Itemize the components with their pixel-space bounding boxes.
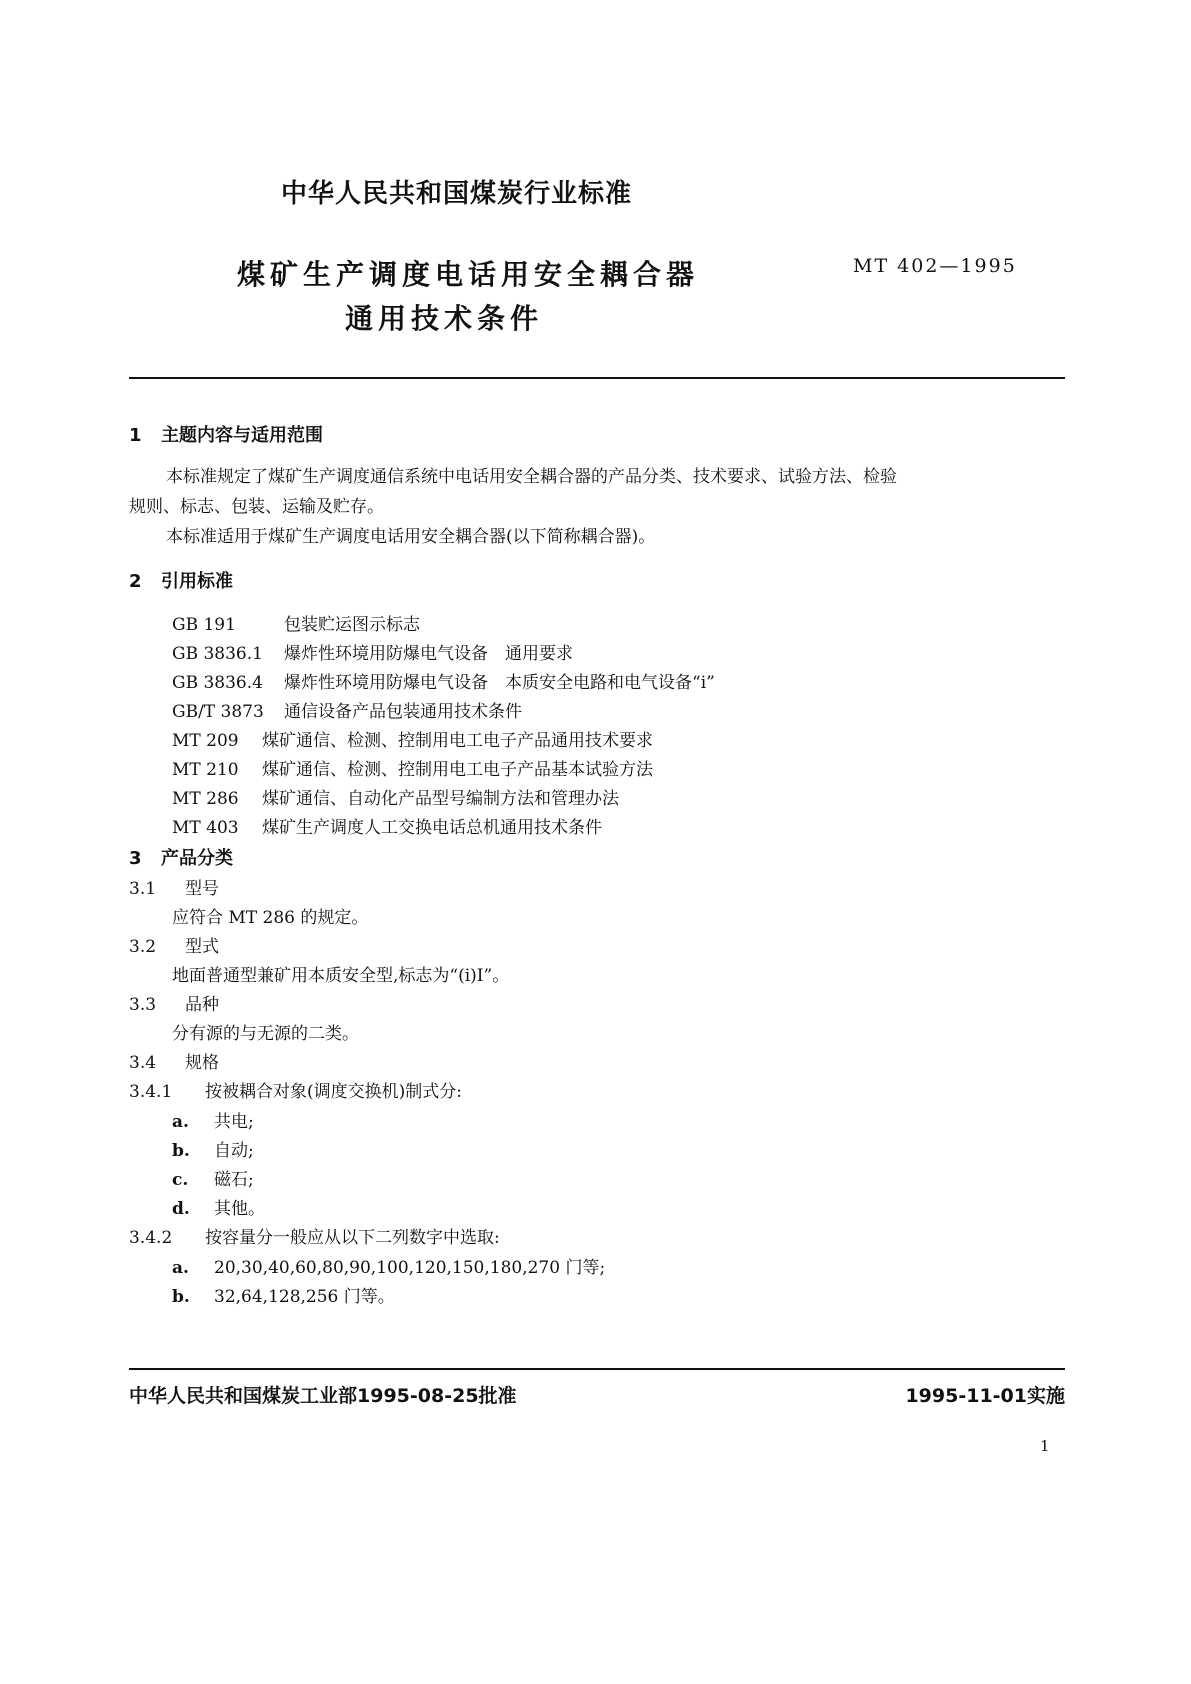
subsection-number: 3.2	[129, 937, 157, 957]
subsection-title: 按容量分一般应从以下二列数字中选取:	[205, 1228, 500, 1248]
list-text: 32,64,128,256 门等。	[214, 1287, 395, 1307]
section-3-heading	[129, 844, 233, 870]
reference-item	[172, 784, 619, 809]
list-marker: a.	[172, 1258, 189, 1278]
reference-item	[172, 813, 602, 838]
reference-code: GB 191	[172, 615, 236, 635]
subsection-title: 型式	[185, 937, 219, 957]
reference-title: 爆炸性环境用防爆电气设备 通用要求	[284, 644, 573, 664]
document-number: MT 402—1995	[853, 255, 1017, 277]
subsection-number: 3.4.1	[129, 1082, 173, 1102]
reference-item	[172, 755, 653, 780]
subsection-title: 型号	[185, 879, 219, 899]
list-marker: a.	[172, 1112, 189, 1132]
reference-item	[172, 610, 420, 635]
section-title: 产品分类	[161, 848, 233, 869]
reference-item	[172, 639, 573, 664]
reference-item	[172, 726, 653, 751]
list-text: 其他。	[214, 1199, 265, 1219]
reference-code: MT 209	[172, 731, 239, 751]
subsection-number: 3.1	[129, 879, 157, 899]
list-marker: b.	[172, 1141, 190, 1161]
reference-title: 煤矿通信、检测、控制用电工电子产品基本试验方法	[262, 760, 653, 780]
list-text: 自动;	[214, 1141, 254, 1161]
section-number: 3	[129, 848, 142, 869]
section-number: 1	[129, 425, 142, 446]
section-1-paragraph-2: 本标准适用于煤矿生产调度电话用安全耦合器(以下简称耦合器)。	[166, 527, 656, 547]
section-title: 主题内容与适用范围	[161, 425, 323, 446]
document-title-line-2: 通用技术条件	[345, 302, 544, 335]
section-title: 引用标准	[161, 571, 233, 592]
subsection-3-4-heading	[129, 1048, 219, 1073]
reference-code: GB 3836.4	[172, 673, 263, 693]
subsection-3-4-1-heading	[129, 1077, 462, 1102]
subsection-number: 3.3	[129, 995, 157, 1015]
reference-code: GB/T 3873	[172, 702, 264, 722]
document-title-line-1: 煤矿生产调度电话用安全耦合器	[237, 258, 700, 291]
effective-date-line: 1995-11-01实施	[905, 1385, 1065, 1407]
subsection-title: 规格	[185, 1053, 219, 1073]
reference-code: MT 210	[172, 760, 239, 780]
section-1-paragraph-1-line-1: 本标准规定了煤矿生产调度通信系统中电话用安全耦合器的产品分类、技术要求、试验方法、检验	[166, 467, 897, 487]
issuing-body-heading: 中华人民共和国煤炭行业标准	[281, 179, 633, 209]
reference-code: GB 3836.1	[172, 644, 263, 664]
list-item	[172, 1107, 254, 1132]
list-item	[172, 1282, 395, 1307]
subsection-3-2-text: 地面普通型兼矿用本质安全型,标志为“(i)I”。	[172, 966, 510, 986]
reference-title: 包装贮运图示标志	[284, 615, 420, 635]
reference-code: MT 403	[172, 818, 239, 838]
approval-line: 中华人民共和国煤炭工业部1995-08-25批准	[129, 1385, 517, 1407]
subsection-number: 3.4	[129, 1053, 157, 1073]
list-item	[172, 1253, 605, 1278]
subsection-number: 3.4.2	[129, 1228, 173, 1248]
subsection-title: 品种	[185, 995, 219, 1015]
subsection-3-3-text: 分有源的与无源的二类。	[172, 1024, 359, 1044]
footer-rule	[129, 1368, 1065, 1370]
subsection-3-3-heading	[129, 990, 219, 1015]
reference-code: MT 286	[172, 789, 239, 809]
reference-title: 煤矿生产调度人工交换电话总机通用技术条件	[262, 818, 602, 838]
subsection-title: 按被耦合对象(调度交换机)制式分:	[205, 1082, 462, 1102]
list-text: 共电;	[214, 1112, 254, 1132]
reference-title: 煤矿通信、检测、控制用电工电子产品通用技术要求	[262, 731, 653, 751]
subsection-3-1-text: 应符合 MT 286 的规定。	[172, 908, 369, 928]
subsection-3-4-2-heading	[129, 1223, 500, 1248]
list-text: 磁石;	[214, 1170, 254, 1190]
section-1-paragraph-1-line-2: 规则、标志、包装、运输及贮存。	[129, 497, 384, 517]
section-2-heading	[129, 567, 233, 593]
subsection-3-2-heading	[129, 932, 219, 957]
header-rule	[129, 377, 1065, 379]
reference-title: 爆炸性环境用防爆电气设备 本质安全电路和电气设备“i”	[284, 673, 715, 693]
list-item	[172, 1194, 265, 1219]
list-item	[172, 1136, 254, 1161]
list-marker: b.	[172, 1287, 190, 1307]
list-text: 20,30,40,60,80,90,100,120,150,180,270 门等;	[214, 1258, 606, 1278]
list-marker: c.	[172, 1170, 189, 1190]
reference-item	[172, 668, 715, 693]
reference-title: 煤矿通信、自动化产品型号编制方法和管理办法	[262, 789, 619, 809]
reference-title: 通信设备产品包装通用技术条件	[284, 702, 522, 722]
reference-item	[172, 697, 522, 722]
page-number: 1	[1040, 1437, 1050, 1455]
list-marker: d.	[172, 1199, 190, 1219]
section-number: 2	[129, 571, 142, 592]
subsection-3-1-heading	[129, 874, 219, 899]
list-item	[172, 1165, 254, 1190]
section-1-heading	[129, 421, 323, 447]
